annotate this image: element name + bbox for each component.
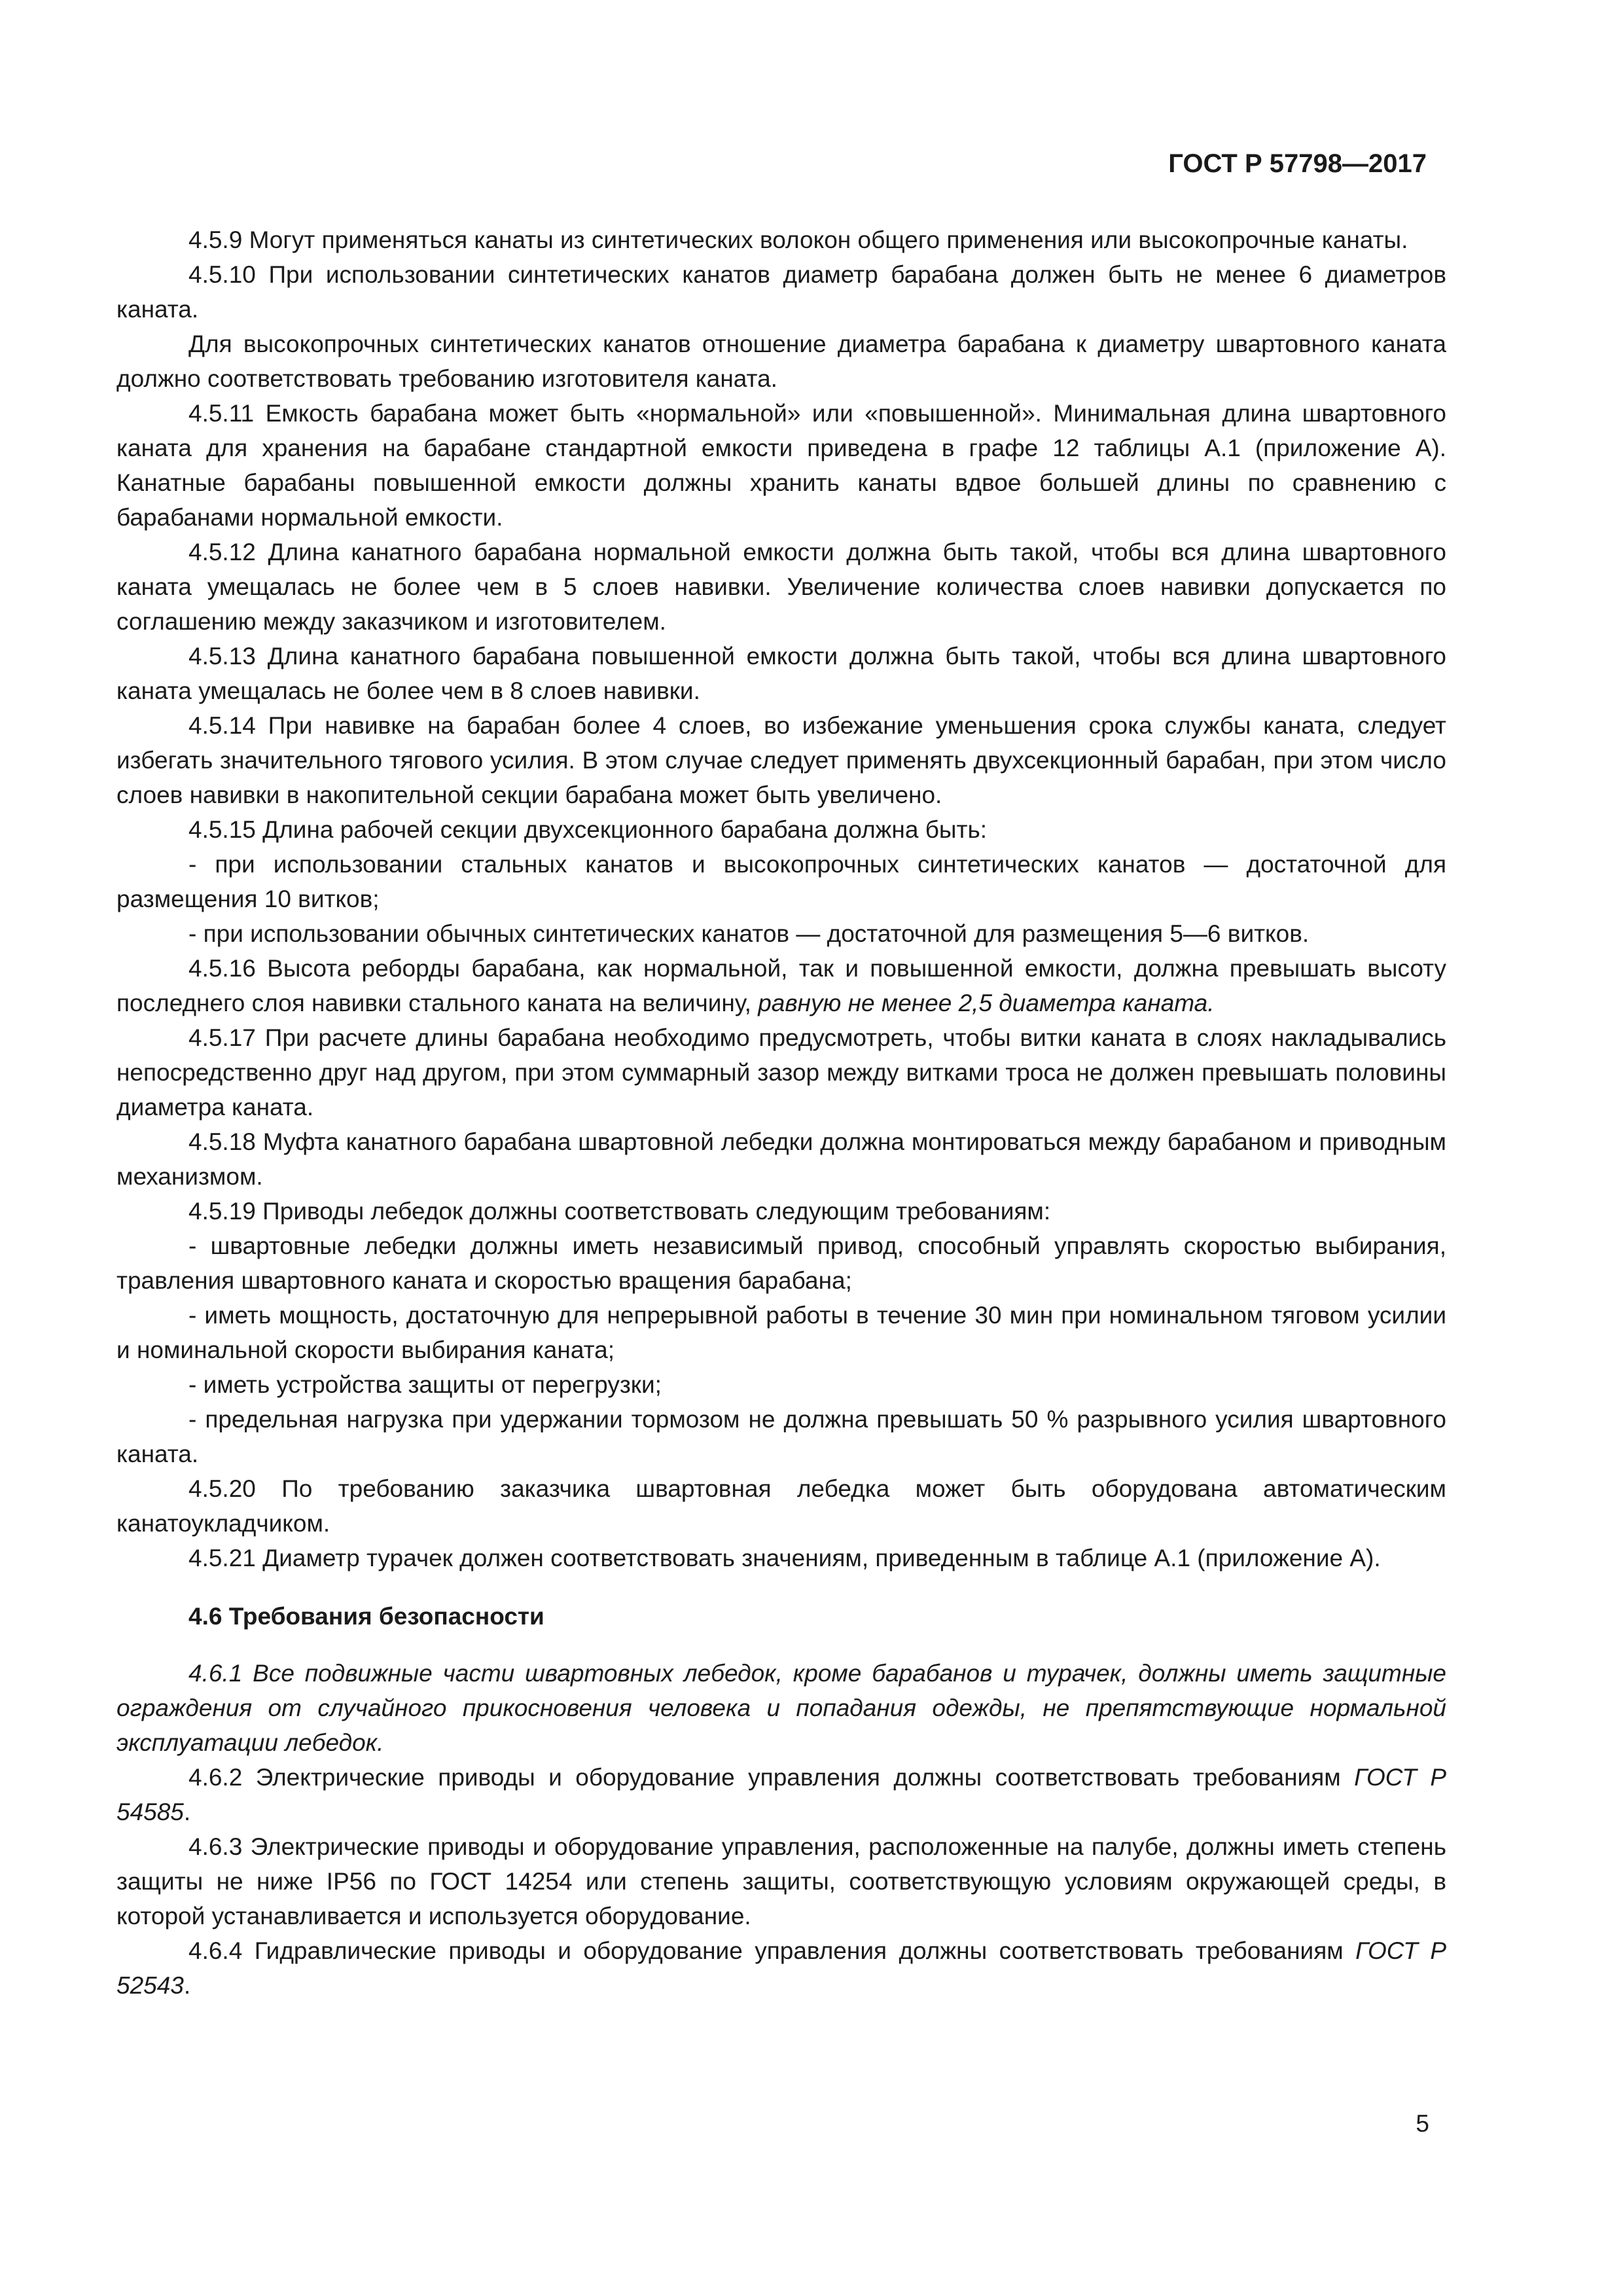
clause-4-5-9: 4.5.9 Могут применяться канаты из синтетических волокон общего применения или высокопрочные канаты.	[188, 226, 1408, 253]
document-body	[116, 223, 1446, 2003]
clause-text: 4.6.4 Гидравлические приводы и оборудование управления должны соответствовать требованиям	[188, 1937, 1356, 1964]
list-item: - иметь устройства защиты от перегрузки;	[188, 1371, 662, 1398]
clause-4-5-19: 4.5.19 Приводы лебедок должны соответствовать следующим требованиям:	[188, 1198, 1051, 1225]
clause-4-5-13: 4.5.13 Длина канатного барабана повышенной емкости должна быть такой, чтобы вся длина швартовного каната умещалась не более чем в 8 слоев навивки.	[116, 643, 1446, 704]
clause-4-5-21: 4.5.21 Диаметр турачек должен соответствовать значениям, приведенным в таблице А.1 (приложение А).	[188, 1545, 1381, 1571]
section-heading: 4.6 Требования безопасности	[188, 1603, 544, 1630]
clause-4-5-15: 4.5.15 Длина рабочей секции двухсекционного барабана должна быть:	[188, 816, 988, 843]
clause-text: 4.5.16 Высота реборды барабана, как нормальной, так и повышенной емкости, должна превышать высоту последнего слоя навивки стального каната на величину,	[116, 955, 1446, 1016]
list-item: - швартовные лебедки должны иметь независимый привод, способный управлять скоростью выбирания, травления швартовного каната и скоростью вращения барабана;	[116, 1232, 1446, 1294]
list-item: - предельная нагрузка при удержании тормозом не должна превышать 50 % разрывного усилия швартовного каната.	[116, 1406, 1446, 1467]
clause-4-5-16	[116, 951, 1446, 1020]
clause-4-5-18: 4.5.18 Муфта канатного барабана швартовной лебедки должна монтироваться между барабаном и приводным механизмом.	[116, 1128, 1446, 1190]
clause-4-6-4	[116, 1933, 1446, 2003]
clause-text: 4.6.2 Электрические приводы и оборудование управления должны соответствовать требованиям	[188, 1764, 1355, 1791]
page-number: 5	[1416, 2110, 1429, 2137]
clause-4-5-10-note: Для высокопрочных синтетических канатов отношение диаметра барабана к диаметру швартовного каната должно соответствовать требованию изготовителя каната.	[116, 331, 1446, 392]
clause-text: .	[183, 1799, 191, 1825]
standard-reference: ГОСТ Р 54585	[116, 1764, 1446, 1825]
clause-4-5-10: 4.5.10 При использовании синтетических канатов диаметр барабана должен быть не менее 6 диаметров каната.	[116, 261, 1446, 323]
clause-4-5-20: 4.5.20 По требованию заказчика швартовная лебедка может быть оборудована автоматическим канатоукладчиком.	[116, 1475, 1446, 1537]
list-item: - иметь мощность, достаточную для непрерывной работы в течение 30 мин при номинальном тяговом усилии и номинальной скорости выбирания каната;	[116, 1302, 1446, 1363]
clause-4-5-14: 4.5.14 При навивке на барабан более 4 слоев, во избежание уменьшения срока службы каната, следует избегать значительного тягового усилия. В этом случае следует применять двухсекционный барабан, при этом число слоев навивки в накопительной секции барабана может быть увеличено.	[116, 712, 1446, 808]
standard-reference: ГОСТ Р 52543	[116, 1937, 1446, 1999]
clause-4-6-2	[116, 1760, 1446, 1829]
clause-4-6-1: 4.6.1 Все подвижные части швартовных лебедок, кроме барабанов и турачек, должны иметь защитные ограждения от случайного прикосновения человека и попадания одежды, не препятствующие нормальной эксплуатации лебедок.	[116, 1660, 1446, 1756]
clause-4-5-12: 4.5.12 Длина канатного барабана нормальной емкости должна быть такой, чтобы вся длина швартовного каната умещалась не более чем в 5 слоев навивки. Увеличение количества слоев навивки допускается по соглашению между заказчиком и изготовителем.	[116, 539, 1446, 635]
clause-4-6-3: 4.6.3 Электрические приводы и оборудование управления, расположенные на палубе, должны иметь степень защиты не ниже IP56 по ГОСТ 14254 или степень защиты, соответствующую условиям окружающей среды, в которой устанавливается и используется оборудование.	[116, 1833, 1446, 1929]
clause-4-5-11: 4.5.11 Емкость барабана может быть «нормальной» или «повышенной». Минимальная длина швартовного каната для хранения на барабане стандартной емкости приведена в графе 12 таблицы А.1 (приложение А). Канатные барабаны повышенной емкости должны хранить канаты вдвое большей длины по сравнению с барабанами нормальной емкости.	[116, 400, 1446, 531]
document-header: ГОСТ Р 57798—2017	[1168, 149, 1427, 178]
clause-text: .	[183, 1972, 191, 1999]
clause-text-italic: равную не менее 2,5 диаметра каната.	[758, 990, 1215, 1016]
list-item: - при использовании обычных синтетических канатов — достаточной для размещения 5—6 витков.	[188, 920, 1310, 947]
clause-4-5-17: 4.5.17 При расчете длины барабана необходимо предусмотреть, чтобы витки каната в слоях накладывались непосредственно друг над другом, при этом суммарный зазор между витками троса не должен превышать половины диаметра каната.	[116, 1024, 1446, 1121]
list-item: - при использовании стальных канатов и высокопрочных синтетических канатов — достаточной для размещения 10 витков;	[116, 851, 1446, 912]
